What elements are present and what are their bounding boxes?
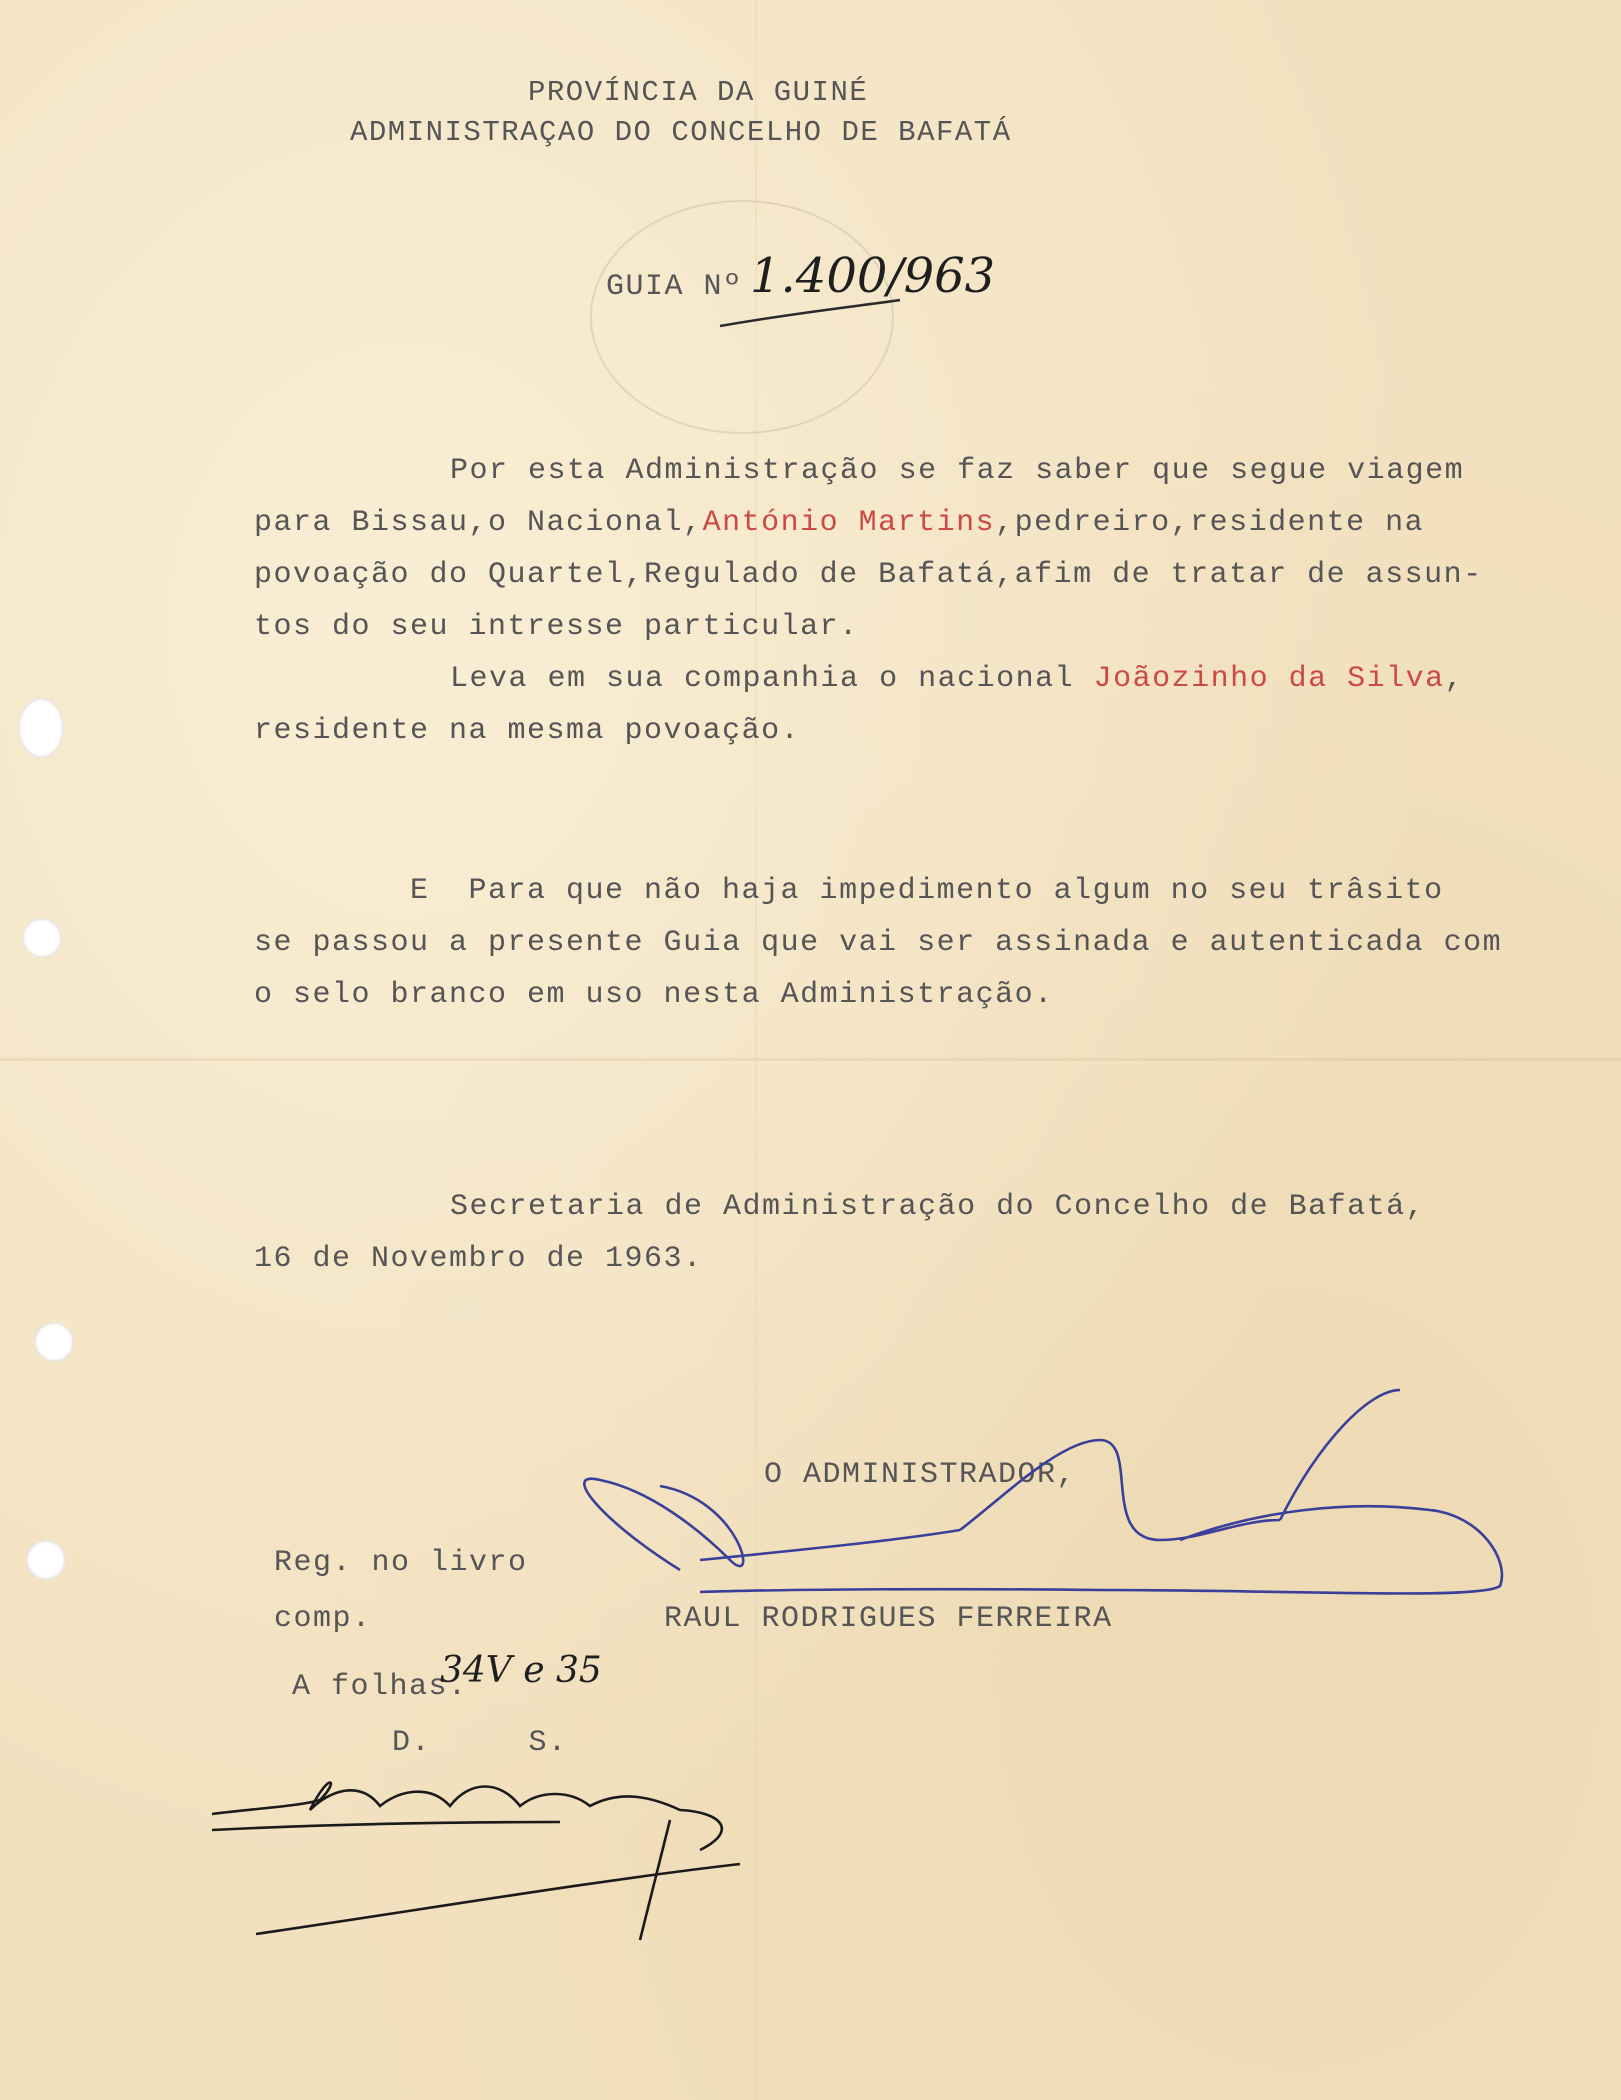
guia-number-handwritten: 1.400/963 bbox=[750, 248, 996, 304]
header-line-1: PROVÍNCIA DA GUINÉ bbox=[528, 76, 869, 109]
administrator-signature bbox=[584, 1390, 1502, 1593]
body-p2-line-2: residente na mesma povoação. bbox=[254, 714, 801, 748]
registry-folhas-handwritten: 34V e 35 bbox=[440, 1650, 602, 1691]
body-p1-line-4: tos do seu intresse particular. bbox=[254, 610, 859, 644]
header-line-2: ADMINISTRAÇAO DO CONCELHO DE BAFATÁ bbox=[350, 116, 1012, 149]
secretary-signature bbox=[212, 1783, 740, 1941]
body-p2-line-1: Leva em sua companhia o nacional Joãozinho da Silva, bbox=[450, 662, 1465, 696]
closing-date: 16 de Novembro de 1963. bbox=[254, 1242, 703, 1276]
guia-label: GUIA Nº bbox=[606, 270, 743, 304]
registry-folhas-label: A folhas. bbox=[292, 1670, 468, 1704]
traveler-name: António Martins bbox=[702, 506, 996, 540]
guia-underline bbox=[720, 300, 900, 326]
registry-line-2: comp. bbox=[274, 1602, 372, 1636]
body-p3-line-1: E Para que não haja impedimento algum no seu trâsito bbox=[410, 874, 1444, 908]
registry-ds: D. S. bbox=[392, 1726, 568, 1760]
body-p3-line-2: se passou a presente Guia que vai ser assinada e autenticada com bbox=[254, 926, 1503, 960]
body-p3-line-3: o selo branco em uso nesta Administração. bbox=[254, 978, 1054, 1012]
body-p1-line-2: para Bissau,o Nacional,António Martins,pedreiro,residente na bbox=[254, 506, 1425, 540]
signatory-title: O ADMINISTRADOR, bbox=[764, 1458, 1077, 1492]
body-p1-line-1: Por esta Administração se faz saber que segue viagem bbox=[450, 454, 1465, 488]
signatory-name: RAUL RODRIGUES FERREIRA bbox=[664, 1602, 1113, 1636]
registry-line-1: Reg. no livro bbox=[274, 1546, 528, 1580]
body-p1-line-3: povoação do Quartel,Regulado de Bafatá,afim de tratar de assun- bbox=[254, 558, 1483, 592]
companion-name: Joãozinho da Silva bbox=[1093, 662, 1445, 696]
closing-place: Secretaria de Administração do Concelho de Bafatá, bbox=[450, 1190, 1426, 1224]
